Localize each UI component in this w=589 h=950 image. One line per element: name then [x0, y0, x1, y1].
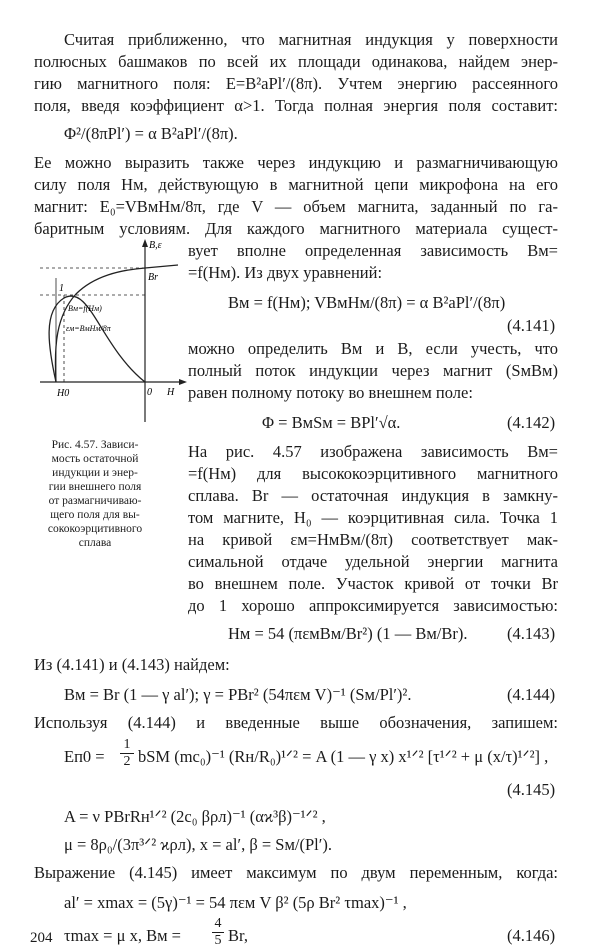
- paragraph3-line1: вует вполне определенная зависимость Bм=: [188, 241, 558, 260]
- paragraph4-line1: можно определить Bм и B, если учесть, что: [188, 339, 558, 358]
- equation-number-4-141: (4.141): [507, 316, 556, 335]
- h-axis-arrow: [179, 379, 187, 385]
- paragraph4-line3: равен полному потоку во внешнем поле:: [188, 383, 473, 402]
- caption-line4: гии внешнего поля: [48, 481, 142, 493]
- label-zero: 0: [147, 387, 152, 398]
- paragraph2-line3: магнит: E₀=VBмHм/8π, где V — объем магнита, заданный по га-: [34, 197, 558, 216]
- paragraph5-line5: на кривой εм=HмBм/(8π) соответствует мак-: [188, 530, 558, 549]
- equation-4-143: Hм = 54 (πεмBм/Br²) (1 — Bм/Br).: [228, 624, 468, 643]
- equation-4-141: Bм = f(Hм); VBмHм/(8π) = α B²aPl′/(8π): [228, 293, 506, 312]
- fraction-denominator: 5: [212, 932, 224, 949]
- equation-4-145-fraction: [120, 737, 134, 770]
- paragraph1-line1: Считая приближенно, что магнитная индукция у поверхности: [64, 30, 558, 49]
- label-h0: H0: [57, 388, 70, 399]
- paragraph2-line4: баритным условиям. Для каждого магнитного материала сущест-: [34, 219, 558, 238]
- paragraph4-line2: полный поток индукции через магнит (SмBм): [188, 361, 558, 380]
- text-after-4-145: Выражение (4.145) имеет максимум по двум переменным, когда:: [34, 863, 558, 882]
- label-axis-b: B,ε: [149, 240, 162, 251]
- paragraph5-line4: том магните, H₀ — коэрцитивная сила. Точка 1: [188, 508, 558, 527]
- paragraph5-line2: =f(Hм) для высококоэрцитивного магнитного: [188, 464, 558, 483]
- label-axis-h: H: [167, 387, 175, 398]
- text-after-4-143: Из (4.141) и (4.143) найдем:: [34, 655, 230, 674]
- paragraph3-line2: =f(Hм). Из двух уравнений:: [188, 263, 383, 282]
- equation-number-4-142: (4.142): [507, 413, 556, 432]
- paragraph2-line1: Ее можно выразить также через индукцию и размагничивающую: [34, 153, 558, 172]
- paragraph5-line6: симальной отдаче удельной энергии магнита: [188, 552, 558, 571]
- fraction-numerator: 4: [214, 916, 222, 931]
- equation-al-max: al′ = xmax = (5γ)⁻¹ = 54 πεм V β² (5ρ Br² τmax)⁻¹ ,: [64, 893, 407, 912]
- paragraph2-line2: силу поля Hм, действующую в магнитной цепи микрофона на его: [34, 175, 558, 194]
- caption-line6: щего поля для вы-: [50, 509, 140, 521]
- caption-line2: мость остаточной: [51, 453, 139, 465]
- equation-number-4-144: (4.144): [507, 685, 556, 704]
- caption-line8: сплава: [78, 537, 112, 549]
- equation-4-146-end: Br,: [228, 926, 248, 945]
- label-br: Br: [148, 272, 158, 283]
- paragraph5-line7: во внешнем поле. Участок кривой от точки Br: [188, 574, 558, 593]
- equation-4-142: Φ = BмSм = BPl′√α.: [262, 413, 401, 432]
- label-curve-eps: εм=BмHм/8π: [66, 324, 111, 333]
- paragraph5-line8: до 1 хорошо аппроксимируется зависимостью:: [188, 596, 558, 615]
- caption-line5: от размагничиваю-: [48, 495, 142, 507]
- paragraph1-line3: гию магнитного поля: E=B²aPl′/(8π). Учтем энергию рассеянного: [34, 74, 558, 93]
- fraction-denominator: 2: [120, 753, 134, 770]
- caption-line3: индукции и энер-: [52, 467, 138, 479]
- equation-number-4-143: (4.143): [507, 624, 556, 643]
- caption-line7: сококоэрцитивного: [47, 523, 143, 535]
- equation-4-145-rhs: bSM (mc₀)⁻¹ (Rн/R₀)¹ᐟ² = A (1 — γ x) x¹ᐟ² [τ¹ᐟ² + μ (x/τ)¹ᐟ²] ,: [138, 747, 549, 766]
- equation-number-4-145: (4.145): [507, 780, 556, 799]
- label-curve-b: Bм=f(Hм): [68, 304, 102, 313]
- equation-4-146-start: τmax = μ x, Bм =: [64, 926, 181, 945]
- paragraph5-line1: На рис. 4.57 изображена зависимость Bм=: [188, 442, 558, 461]
- fraction-numerator: 1: [123, 737, 131, 752]
- label-point-1: 1: [59, 283, 64, 294]
- equation-mu: μ = 8ρ₀/(3π³ᐟ² ϰρл), x = al′, β = Sм/(Pl′).: [64, 835, 332, 854]
- equation-4-146-fraction: [212, 916, 224, 949]
- paragraph5-line3: сплава. Br — остаточная индукция в замкну-: [188, 486, 558, 505]
- paragraph1-line4: поля, введя коэффициент α>1. Тогда полная энергия поля составит:: [34, 96, 558, 115]
- text-after-4-144: Используя (4.144) и введенные выше обозначения, запишем:: [34, 713, 558, 732]
- b-axis-arrow: [142, 239, 148, 247]
- figure-4-57: [28, 236, 188, 426]
- equation-4-145-lhs: Eп0 =: [64, 747, 105, 766]
- caption-line1: Рис. 4.57. Зависи-: [51, 439, 139, 451]
- page-number: 204: [30, 930, 53, 946]
- equation-a: A = ν PBrRн¹ᐟ² (2c₀ βρл)⁻¹ (αϰ³β)⁻¹ᐟ² ,: [64, 807, 326, 826]
- equation-4-144: Bм = Br (1 — γ al′); γ = PBr² (54πεм V)⁻¹ (Sм/Pl′)².: [64, 685, 412, 704]
- paragraph1-line2: полюсных башмаков по всей их площади одинакова, найдем энер-: [34, 52, 558, 71]
- equation-number-4-146: (4.146): [507, 926, 556, 945]
- equation-total-energy: Φ²/(8πPl′) = α B²aPl′/(8π).: [64, 124, 238, 143]
